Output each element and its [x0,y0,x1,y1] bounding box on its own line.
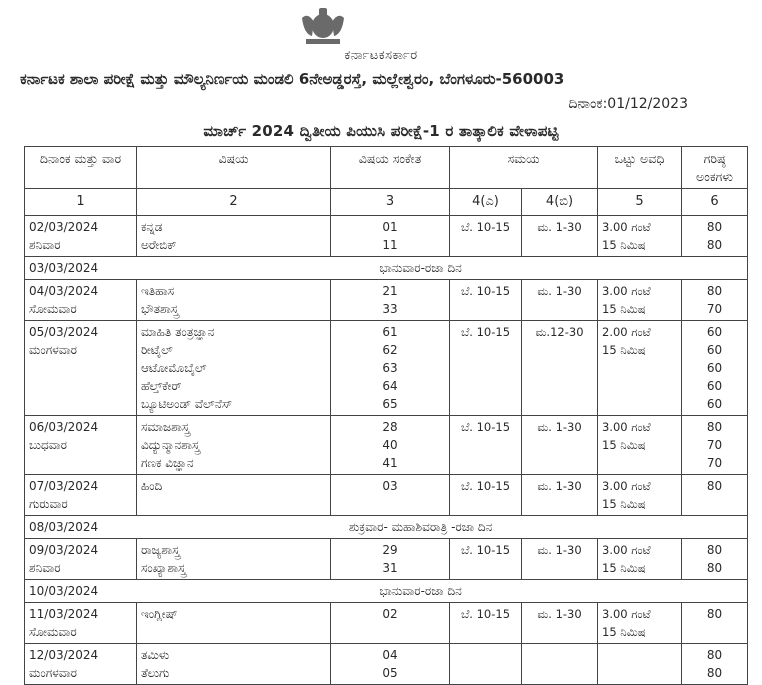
end-time-cell [522,280,598,321]
start-time: ಬೆ. 10-15 [460,543,511,557]
max-marks: 80 [706,607,723,621]
subject-name: ಸಮಾಜಶಾಸ್ತ್ರ [141,420,190,434]
date-day-cell [25,216,137,257]
end-time: ಮ. 1-30 [537,543,582,557]
start-time-cell [450,216,522,257]
subject-name: ಇತಿಹಾಸ [141,284,175,298]
subject-cell [137,216,331,257]
column-number: 4(ಬಿ) [522,189,598,216]
start-time: ಬೆ. 10-15 [460,220,511,234]
subject-code: 65 [382,397,398,411]
subject-code: 03 [382,479,398,493]
code-cell [331,216,450,257]
duration-cell [598,644,682,685]
start-time-cell [450,475,522,516]
duration-minutes: 15 ನಿಮಿಷ [602,238,646,252]
header-date-day: ದಿನಾಂಕ ಮತ್ತು ವಾರ [25,147,137,189]
holiday-row [25,516,748,539]
max-marks: 80 [706,648,723,662]
exam-row [25,216,748,257]
end-time: ಮ. 1-30 [537,220,582,234]
header-time: ಸಮಯ [450,147,598,189]
subject-code: 01 [382,220,398,234]
column-number: 3 [331,189,450,216]
exam-date: 04/03/2024 [29,284,99,298]
max-marks: 80 [706,238,723,252]
marks-cell [682,216,748,257]
date-day-cell [25,603,137,644]
subject-name: ಗಣಕ ವಿಜ್ಞಾನ [141,456,194,470]
max-marks: 80 [706,420,723,434]
duration-hours: 3.00 ಗಂಟೆ [602,284,651,298]
code-cell [331,475,450,516]
duration-minutes: 15 ನಿಮಿಷ [602,302,646,316]
duration-hours: 3.00 ಗಂಟೆ [602,220,651,234]
max-marks: 80 [706,666,723,680]
code-cell [331,280,450,321]
max-marks: 60 [706,325,723,339]
duration-minutes: 15 ನಿಮಿಷ [602,625,646,639]
subject-code: 11 [382,238,398,252]
exam-date: 09/03/2024 [29,543,99,557]
subject-name: ಕನ್ನಡ [141,220,163,234]
max-marks: 60 [706,397,723,411]
code-cell [331,644,450,685]
state-emblem-icon [292,6,354,48]
date-day-cell [25,321,137,416]
code-cell [331,539,450,580]
subject-name: ಆಟೋಮೊಬೈಲ್ [141,361,207,375]
subject-cell [137,416,331,475]
subject-cell [137,280,331,321]
marks-cell [682,321,748,416]
exam-row [25,321,748,416]
max-marks: 70 [706,456,723,470]
subject-name: ಇಂಗ್ಲೀಷ್ [141,607,178,621]
government-name: ಕರ್ನಾಟಕಸರ್ಕಾರ [344,48,418,63]
exam-day: ಶನಿವಾರ [29,561,61,575]
end-time: ಮ. 1-30 [537,607,582,621]
subject-code: 31 [382,561,398,575]
subject-cell [137,644,331,685]
code-cell [331,416,450,475]
subject-code: 40 [382,438,398,452]
date-day-cell [25,475,137,516]
subject-code: 63 [382,361,398,375]
duration-hours: 3.00 ಗಂಟೆ [602,607,651,621]
exam-row [25,539,748,580]
holiday-note: ಶುಕ್ರವಾರ- ಮಹಾಶಿವರಾತ್ರಿ -ರಜಾ ದಿನ [348,520,493,534]
max-marks: 80 [706,284,723,298]
date-day-cell [25,539,137,580]
subject-name: ತಮಿಳು [141,648,170,662]
duration-hours: 2.00 ಗಂಟೆ [602,325,651,339]
max-marks: 80 [706,561,723,575]
exam-day: ಸೋಮವಾರ [29,302,77,316]
date-day-cell [25,416,137,475]
max-marks: 70 [706,438,723,452]
end-time-cell [522,416,598,475]
start-time-cell [450,644,522,685]
header-code: ವಿಷಯ ಸಂಕೇತ [331,147,450,189]
exam-date: 12/03/2024 [29,648,99,662]
duration-hours: 3.00 ಗಂಟೆ [602,543,651,557]
marks-cell [682,475,748,516]
board-name-address: ಕರ್ನಾಟಕ ಶಾಲಾ ಪರೀಕ್ಷೆ ಮತ್ತು ಮೌಲ್ಯನಿರ್ಣಯ ಮಂಡಲಿ 6ನೇಅಡ್ಡರಸ್ತೆ, ಮಲ್ಲೇಶ್ವರಂ, ಬೆಂಗಳೂರು-560003 [20,70,565,88]
subject-name: ವಿದ್ಯುನ್ಮಾನಶಾಸ್ತ್ರ [141,438,200,452]
exam-day: ಬುಧವಾರ [29,438,67,452]
end-time-cell [522,321,598,416]
start-time-cell [450,539,522,580]
exam-row [25,416,748,475]
start-time: ಬೆ. 10-15 [460,479,511,493]
exam-row [25,644,748,685]
duration-minutes: 15 ನಿಮಿಷ [602,497,646,511]
duration-cell [598,539,682,580]
marks-cell [682,280,748,321]
exam-day: ಮಂಗಳವಾರ [29,666,78,680]
exam-date: 05/03/2024 [29,325,99,339]
start-time-cell [450,280,522,321]
exam-date: 11/03/2024 [29,607,99,621]
holiday-cell [25,257,748,280]
subject-name: ಭೌತಶಾಸ್ತ್ರ [141,302,179,316]
holiday-note: ಭಾನುವಾರ-ರಜಾ ದಿನ [379,261,462,275]
start-time: ಬೆ. 10-15 [460,420,511,434]
exam-day: ಸೋಮವಾರ [29,625,77,639]
end-time-cell [522,539,598,580]
holiday-note: ಭಾನುವಾರ-ರಜಾ ದಿನ [379,584,462,598]
subject-cell [137,475,331,516]
duration-cell [598,603,682,644]
end-time: ಮ. 1-30 [537,479,582,493]
column-number: 5 [598,189,682,216]
max-marks: 80 [706,543,723,557]
end-time: ಮ.12-30 [535,325,584,339]
subject-cell [137,603,331,644]
subject-name: ತೆಲುಗು [141,666,170,680]
subject-code: 21 [382,284,398,298]
duration-cell [598,416,682,475]
exam-day: ಗುರುವಾರ [29,497,68,511]
end-time: ಮ. 1-30 [537,420,582,434]
holiday-cell [25,516,748,539]
subject-code: 64 [382,379,398,393]
header-marks: ಗರಿಷ್ಠ ಅಂಕಗಳು [682,147,748,189]
document-date: ದಿನಾಂಕ:01/12/2023 [568,96,688,112]
exam-row [25,603,748,644]
duration-cell [598,321,682,416]
subject-code: 61 [382,325,398,339]
max-marks: 60 [706,379,723,393]
duration-minutes: 15 ನಿಮಿಷ [602,438,646,452]
duration-cell [598,280,682,321]
subject-code: 02 [382,607,398,621]
start-time-cell [450,416,522,475]
code-cell [331,603,450,644]
start-time-cell [450,321,522,416]
column-number: 2 [137,189,331,216]
subject-name: ರೀಟೈಲ್ [141,343,173,357]
marks-cell [682,603,748,644]
subject-code: 05 [382,666,398,680]
holiday-row [25,257,748,280]
start-time: ಬೆ. 10-15 [460,284,511,298]
exam-day: ಮಂಗಳವಾರ [29,343,78,357]
subject-code: 04 [382,648,398,662]
max-marks: 80 [706,479,723,493]
column-number: 4(ಎ) [450,189,522,216]
duration-hours: 3.00 ಗಂಟೆ [602,479,651,493]
subject-name: ಹೆಲ್ತ್‌ಕೇರ್ [141,379,182,393]
code-cell [331,321,450,416]
duration-hours: 3.00 ಗಂಟೆ [602,420,651,434]
duration-minutes: 15 ನಿಮಿಷ [602,561,646,575]
subject-code: 62 [382,343,398,357]
exam-date: 02/03/2024 [29,220,99,234]
subject-name: ಅರೇಬಿಕ್ [141,238,177,252]
marks-cell [682,539,748,580]
exam-day: ಶನಿವಾರ [29,238,61,252]
exam-row [25,475,748,516]
date-day-cell [25,280,137,321]
timetable-title: ಮಾರ್ಚ್ 2024 ದ್ವಿತೀಯ ಪಿಯುಸಿ ಪರೀಕ್ಷೆ-1 ರ ತಾತ್ಕಾಲಿಕ ವೇಳಾಪಟ್ಟಿ [203,122,559,140]
end-time-cell [522,603,598,644]
subject-cell [137,539,331,580]
duration-cell [598,216,682,257]
exam-timetable [24,146,748,685]
max-marks: 60 [706,361,723,375]
subject-name: ಹಿಂದಿ [141,479,163,493]
duration-cell [598,475,682,516]
exam-date: 06/03/2024 [29,420,99,434]
exam-row [25,280,748,321]
subject-cell [137,321,331,416]
max-marks: 70 [706,302,723,316]
exam-date: 08/03/2024 [29,520,99,534]
marks-cell [682,416,748,475]
exam-date: 03/03/2024 [29,261,99,275]
start-time: ಬೆ. 10-15 [460,607,511,621]
subject-code: 33 [382,302,398,316]
subject-name: ಬ್ಯೂಟಿಅಂಡ್ ವೆಲ್‌ನೆಸ್ [141,397,233,411]
subject-name: ಸಂಖ್ಯಾಶಾಸ್ತ್ರ [141,561,186,575]
subject-code: 28 [382,420,398,434]
column-number: 1 [25,189,137,216]
exam-date: 07/03/2024 [29,479,99,493]
end-time-cell [522,644,598,685]
holiday-cell [25,580,748,603]
subject-code: 29 [382,543,398,557]
column-number: 6 [682,189,748,216]
subject-name: ರಾಜ್ಯಶಾಸ್ತ್ರ [141,543,180,557]
subject-name: ಮಾಹಿತಿ ತಂತ್ರಜ್ಞಾನ [141,325,215,339]
max-marks: 80 [706,220,723,234]
date-day-cell [25,644,137,685]
end-time-cell [522,216,598,257]
start-time: ಬೆ. 10-15 [460,325,511,339]
max-marks: 60 [706,343,723,357]
end-time: ಮ. 1-30 [537,284,582,298]
subject-code: 41 [382,456,398,470]
marks-cell [682,644,748,685]
header-duration: ಒಟ್ಟು ಅವಧಿ [598,147,682,189]
end-time-cell [522,475,598,516]
duration-minutes: 15 ನಿಮಿಷ [602,343,646,357]
holiday-row [25,580,748,603]
exam-date: 10/03/2024 [29,584,99,598]
start-time-cell [450,603,522,644]
header-subject: ವಿಷಯ [137,147,331,189]
